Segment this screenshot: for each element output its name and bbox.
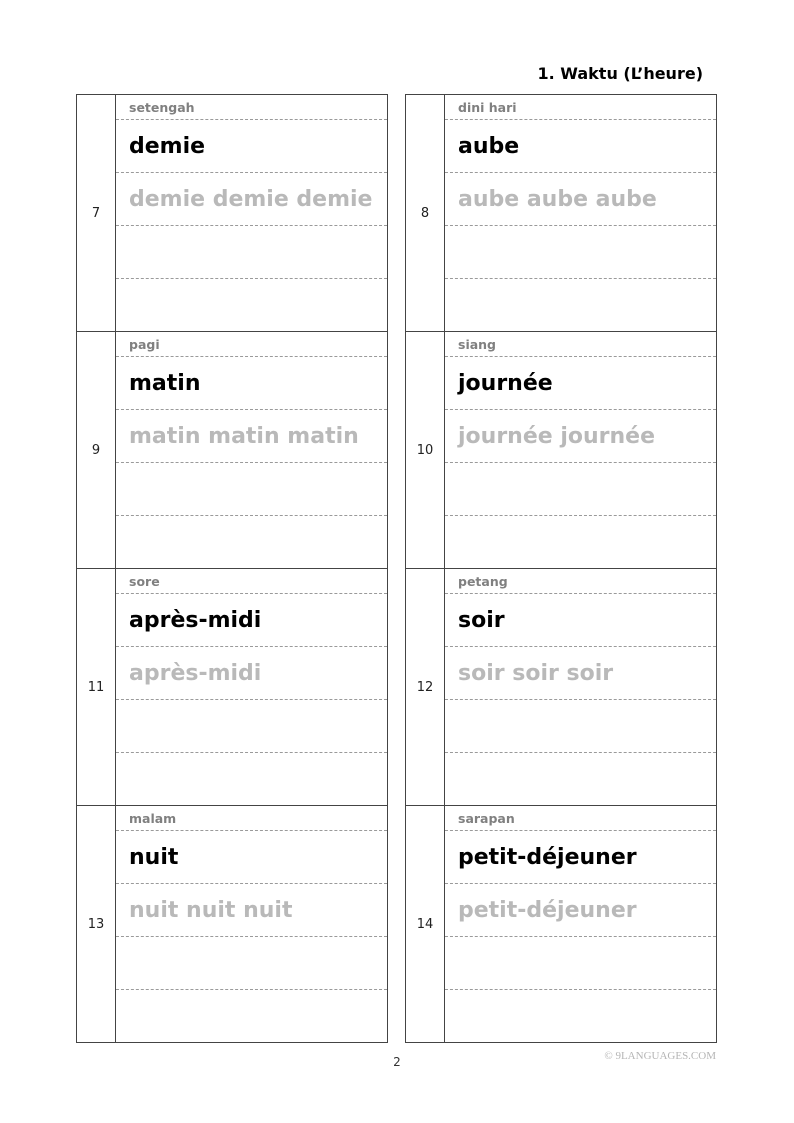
card-meaning: sore <box>116 569 387 594</box>
writing-line[interactable] <box>445 753 716 806</box>
page-title: 1. Waktu (L’heure) <box>537 64 703 83</box>
writing-line[interactable] <box>116 463 387 516</box>
card-trace-text: matin matin matin <box>116 410 387 463</box>
card-number: 9 <box>77 332 116 569</box>
writing-line[interactable] <box>445 700 716 753</box>
card-word: aube <box>445 120 716 173</box>
card-word: après-midi <box>116 594 387 647</box>
card-number: 13 <box>77 806 116 1043</box>
card-trace-text: après-midi <box>116 647 387 700</box>
card-meaning: siang <box>445 332 716 357</box>
writing-line[interactable] <box>116 990 387 1043</box>
card-number: 14 <box>406 806 445 1043</box>
card-number: 8 <box>406 95 445 332</box>
card-number: 7 <box>77 95 116 332</box>
card-word: demie <box>116 120 387 173</box>
vocab-card-7 <box>76 94 388 331</box>
writing-line[interactable] <box>116 753 387 806</box>
vocab-card-8 <box>405 94 717 331</box>
card-word: soir <box>445 594 716 647</box>
writing-line[interactable] <box>116 700 387 753</box>
vocab-card-13 <box>76 805 388 1043</box>
vocab-card-11 <box>76 568 388 805</box>
card-meaning: sarapan <box>445 806 716 831</box>
card-trace-text: petit-déjeuner <box>445 884 716 937</box>
writing-line[interactable] <box>445 279 716 332</box>
card-trace-text: nuit nuit nuit <box>116 884 387 937</box>
card-meaning: malam <box>116 806 387 831</box>
writing-line[interactable] <box>116 226 387 279</box>
writing-line[interactable] <box>445 463 716 516</box>
card-number: 12 <box>406 569 445 806</box>
card-meaning: pagi <box>116 332 387 357</box>
writing-line[interactable] <box>116 516 387 569</box>
card-trace-text: demie demie demie <box>116 173 387 226</box>
card-trace-text: aube aube aube <box>445 173 716 226</box>
worksheet-grid <box>76 94 717 1043</box>
vocab-card-10 <box>405 331 717 568</box>
card-word: petit-déjeuner <box>445 831 716 884</box>
card-word: matin <box>116 357 387 410</box>
writing-line[interactable] <box>445 937 716 990</box>
card-trace-text: journée journée <box>445 410 716 463</box>
card-trace-text: soir soir soir <box>445 647 716 700</box>
card-word: journée <box>445 357 716 410</box>
writing-line[interactable] <box>445 516 716 569</box>
card-meaning: petang <box>445 569 716 594</box>
writing-line[interactable] <box>116 279 387 332</box>
writing-line[interactable] <box>116 937 387 990</box>
writing-line[interactable] <box>445 226 716 279</box>
card-meaning: setengah <box>116 95 387 120</box>
vocab-card-14 <box>405 805 717 1043</box>
page-number: 2 <box>393 1055 401 1069</box>
copyright-notice: © 9LANGUAGES.COM <box>604 1050 716 1062</box>
card-meaning: dini hari <box>445 95 716 120</box>
vocab-card-12 <box>405 568 717 805</box>
card-number: 10 <box>406 332 445 569</box>
vocab-card-9 <box>76 331 388 568</box>
card-word: nuit <box>116 831 387 884</box>
writing-line[interactable] <box>445 990 716 1043</box>
card-number: 11 <box>77 569 116 806</box>
